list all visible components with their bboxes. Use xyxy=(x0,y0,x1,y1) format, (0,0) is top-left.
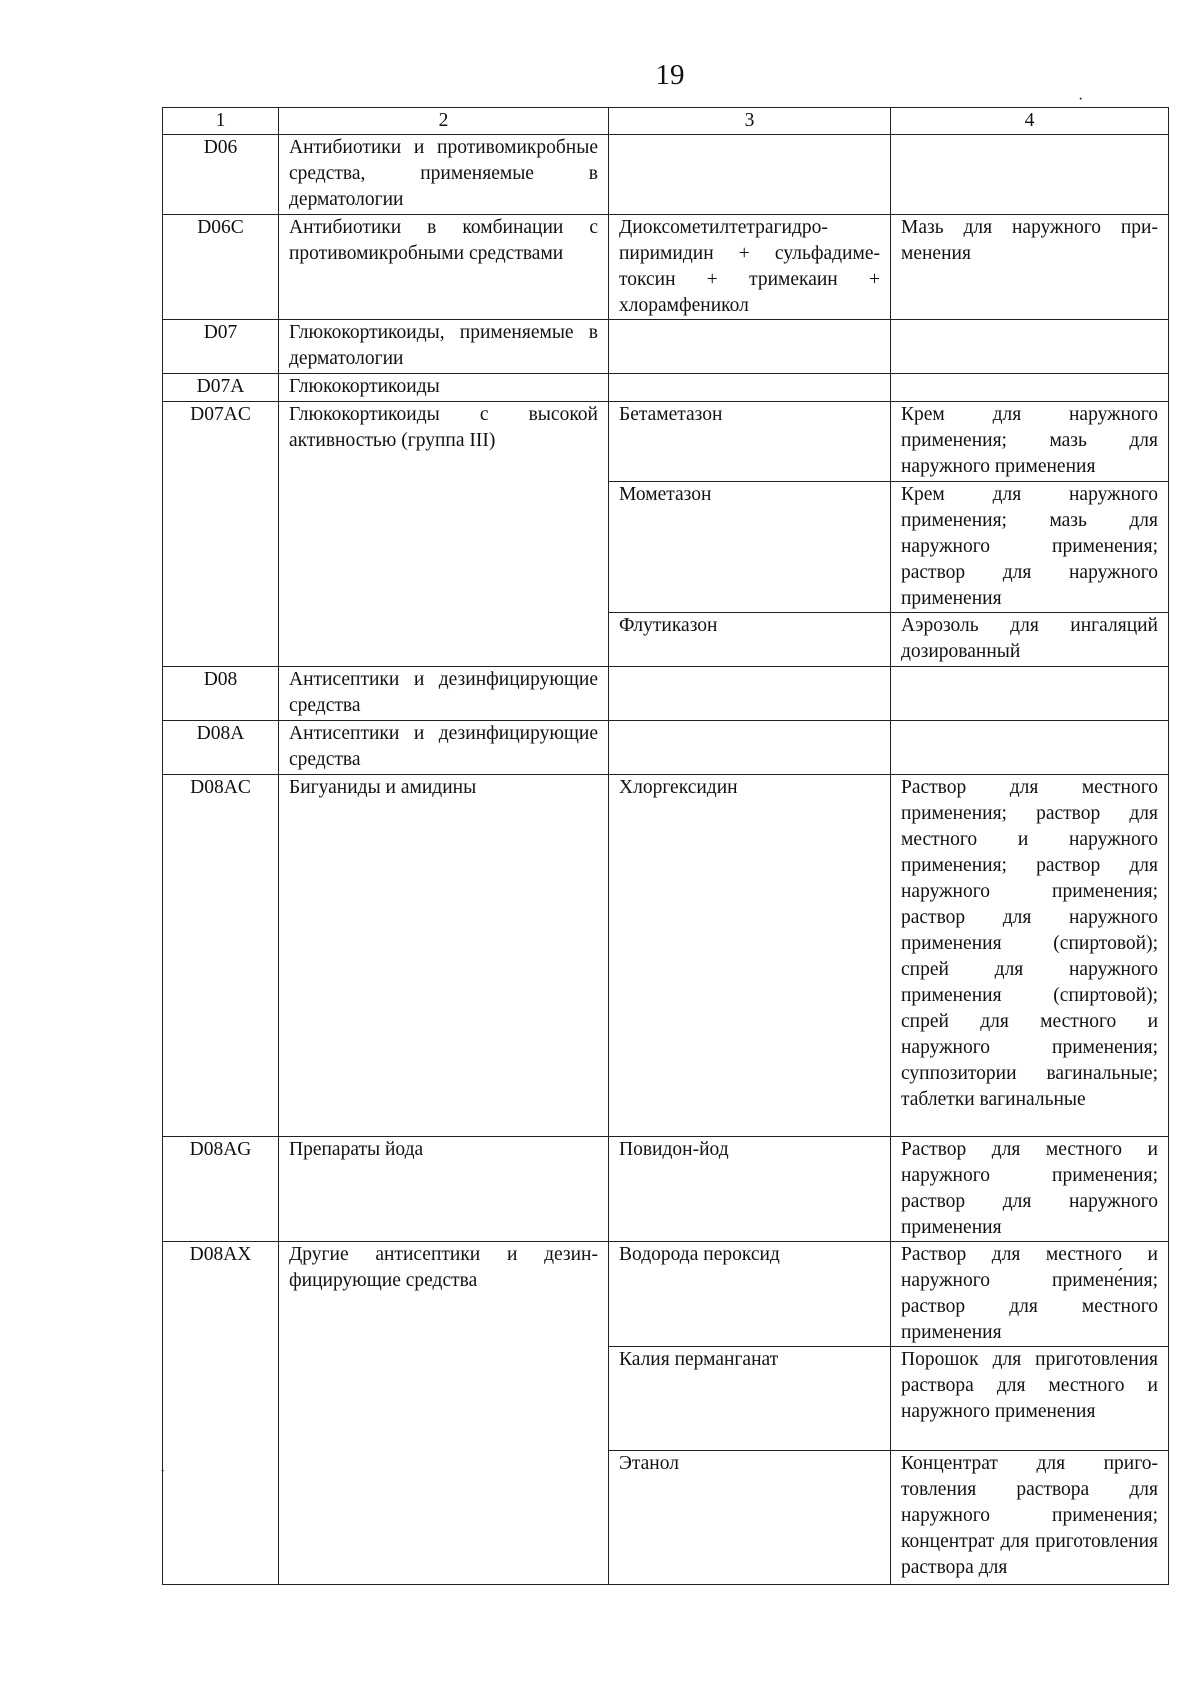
table-row xyxy=(163,402,1169,482)
dosage-form: Аэрозоль для ингаляций дозированный xyxy=(891,613,1169,667)
dosage-form xyxy=(891,667,1169,721)
atc-code: D07AC xyxy=(163,402,279,667)
drug-name: Бетаметазон xyxy=(609,402,891,482)
atc-code: D07 xyxy=(163,320,279,374)
atc-group-name: Антисептики и дезинфицирующие средства xyxy=(279,721,609,775)
column-header-2: 2 xyxy=(279,108,609,135)
dosage-form: Концентрат для приготовления раствора для наружного применения; концентрат для приготовления раствора для xyxy=(891,1451,1169,1585)
table-row xyxy=(163,721,1169,775)
atc-group-name: Другие антисептики и дезинфицирующие средства xyxy=(279,1242,609,1585)
drug-name: Этанол xyxy=(609,1451,891,1585)
scan-speck: · xyxy=(1078,91,1084,108)
dosage-form: Раствор для местного применения; раствор для местного и наружного применения; раствор для наружного применения; раствор для наружного применения (спиртовой); спрей для наружного применения (спиртовой); спрей для местного и наружного применения; суппозитории вагинальные; таблетки вагинальные xyxy=(891,775,1169,1137)
drug-name: Диоксометилтетрагидропиримидин + сульфадиметоксин + тримекаин + хлорамфеникол xyxy=(609,215,891,320)
scan-speck: · xyxy=(160,1463,166,1480)
atc-code: D08AX xyxy=(163,1242,279,1585)
drug-classification-table xyxy=(162,107,1169,1585)
drug-name: Хлоргексидин xyxy=(609,775,891,1137)
dosage-form: Раствор для местного и наружного применения; раствор для наружного применения xyxy=(891,1137,1169,1242)
atc-group-name: Антисептики и дезинфицирующие средства xyxy=(279,667,609,721)
atc-code: D08 xyxy=(163,667,279,721)
drug-name xyxy=(609,721,891,775)
atc-code: D08AG xyxy=(163,1137,279,1242)
drug-name xyxy=(609,667,891,721)
dosage-form: Порошок для приготовления раствора для местного и наружного применения xyxy=(891,1347,1169,1451)
atc-group-name: Глюкокортикоиды с высокой активностью (группа III) xyxy=(279,402,609,667)
header-row xyxy=(163,108,1169,135)
table-row xyxy=(163,135,1169,215)
drug-name: Повидон-йод xyxy=(609,1137,891,1242)
dosage-form: Мазь для наружного применения xyxy=(891,215,1169,320)
drug-name xyxy=(609,374,891,402)
table-row xyxy=(163,215,1169,320)
table-row xyxy=(163,775,1169,1137)
page-number: 19 xyxy=(655,59,685,91)
drug-name: Мометазон xyxy=(609,482,891,613)
column-header-4: 4 xyxy=(891,108,1169,135)
dosage-form xyxy=(891,374,1169,402)
dosage-form: Крем для наружного применения; мазь для наружного применения; раствор для наружного применения xyxy=(891,482,1169,613)
dosage-form xyxy=(891,721,1169,775)
atc-group-name: Препараты йода xyxy=(279,1137,609,1242)
table-row xyxy=(163,320,1169,374)
drug-name: Калия перманганат xyxy=(609,1347,891,1451)
dosage-form: Раствор для местного и наружного примене́ния; раствор для местного применения xyxy=(891,1242,1169,1347)
atc-code: D07A xyxy=(163,374,279,402)
atc-code: D06 xyxy=(163,135,279,215)
column-header-1: 1 xyxy=(163,108,279,135)
table-row xyxy=(163,667,1169,721)
atc-group-name: Антибиотики и противомикробные средства, применяемые в дерматологии xyxy=(279,135,609,215)
atc-code: D08AC xyxy=(163,775,279,1137)
column-header-3: 3 xyxy=(609,108,891,135)
atc-group-name: Глюкокортикоиды, применяемые в дерматологии xyxy=(279,320,609,374)
atc-group-name: Антибиотики в комбинации с противомикробными средствами xyxy=(279,215,609,320)
table-row xyxy=(163,374,1169,402)
atc-group-name: Глюкокортикоиды xyxy=(279,374,609,402)
atc-code: D06C xyxy=(163,215,279,320)
dosage-form xyxy=(891,320,1169,374)
drug-name: Флутиказон xyxy=(609,613,891,667)
dosage-form xyxy=(891,135,1169,215)
drug-name: Водорода пероксид xyxy=(609,1242,891,1347)
atc-group-name: Бигуаниды и амидины xyxy=(279,775,609,1137)
drug-name xyxy=(609,320,891,374)
drug-name xyxy=(609,135,891,215)
dosage-form: Крем для наружного применения; мазь для наружного применения xyxy=(891,402,1169,482)
atc-code: D08A xyxy=(163,721,279,775)
table-row xyxy=(163,1137,1169,1242)
table-row xyxy=(163,1242,1169,1347)
